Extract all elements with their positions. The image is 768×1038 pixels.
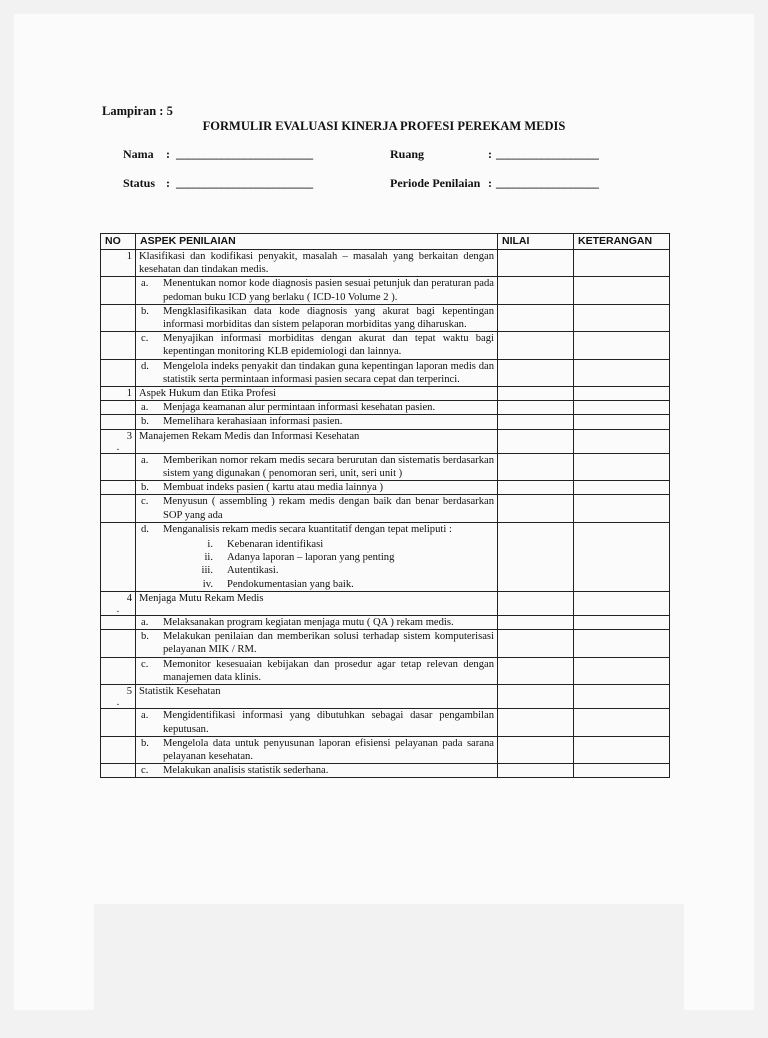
keterangan-cell-s1[interactable] <box>574 387 670 401</box>
item-content <box>139 481 494 494</box>
nilai-cell-s3i1[interactable] <box>498 630 574 657</box>
keterangan-cell-s2i1[interactable] <box>574 481 670 495</box>
ruang-field[interactable]: __________________ <box>496 147 599 161</box>
item-text <box>163 630 494 656</box>
item-row <box>101 495 670 522</box>
item-text-value: Melaksanakan program kegiatan menjaga mutu ( QA ) rekam medis. <box>163 617 454 629</box>
item-text <box>163 764 494 777</box>
item-text <box>163 401 494 414</box>
item-text <box>163 277 494 303</box>
item-text-cell <box>136 304 498 331</box>
item-marker: d. <box>141 360 149 372</box>
item-marker: a. <box>141 454 149 466</box>
item-text-value: Membuat indeks pasien ( kartu atau media lainnya ) <box>163 482 384 494</box>
item-text <box>163 616 494 629</box>
item-text-cell <box>136 332 498 359</box>
periode-field[interactable]: __________________ <box>496 176 599 190</box>
item-text <box>163 415 494 428</box>
item-text-cell <box>136 736 498 763</box>
item-row <box>101 332 670 359</box>
sub-text: Autentikasi. <box>227 565 279 577</box>
item-marker: b. <box>141 631 149 643</box>
item-number-cell <box>101 657 136 684</box>
keterangan-cell-s4i1[interactable] <box>574 736 670 763</box>
nilai-cell-s3[interactable] <box>498 591 574 615</box>
item-text <box>163 658 494 684</box>
item-number-cell <box>101 332 136 359</box>
section-number <box>101 250 136 277</box>
item-content <box>139 709 494 735</box>
sub-list-item <box>163 564 494 577</box>
item-row <box>101 657 670 684</box>
keterangan-cell-s4i0[interactable] <box>574 709 670 736</box>
item-marker: a. <box>141 278 149 290</box>
keterangan-cell-s2i3[interactable] <box>574 522 670 591</box>
item-content <box>139 305 494 331</box>
item-text-value: Melakukan penilaian dan memberikan solusi terhadap sistem komputerisasi pelayanan MIK / RM. <box>163 631 494 656</box>
keterangan-cell-s2[interactable] <box>574 429 670 453</box>
item-number-cell <box>101 522 136 591</box>
col-header-nilai: NILAI <box>498 234 574 250</box>
sub-text: Adanya laporan – laporan yang penting <box>227 552 395 564</box>
item-number-cell <box>101 481 136 495</box>
keterangan-cell-s0i0[interactable] <box>574 277 670 304</box>
ruang-colon: : <box>488 147 492 161</box>
section-title <box>136 387 498 401</box>
section-title-text: Menjaga Mutu Rekam Medis <box>139 592 264 604</box>
nilai-cell-s4i2[interactable] <box>498 764 574 778</box>
item-text <box>163 454 494 480</box>
item-marker: b. <box>141 305 149 317</box>
item-row <box>101 736 670 763</box>
nilai-cell-s1i0[interactable] <box>498 401 574 415</box>
item-text <box>163 360 494 386</box>
item-content <box>139 630 494 656</box>
item-text <box>163 495 494 521</box>
item-row <box>101 453 670 480</box>
item-row <box>101 522 670 591</box>
periode-label: Periode Penilaian <box>390 176 481 190</box>
item-marker: c. <box>141 496 149 508</box>
item-marker: c. <box>141 658 149 670</box>
item-text-cell <box>136 359 498 386</box>
item-content <box>139 277 494 303</box>
status-field[interactable]: ________________________ <box>176 176 313 190</box>
keterangan-cell-s4[interactable] <box>574 685 670 709</box>
item-text-cell <box>136 453 498 480</box>
item-number-cell <box>101 736 136 763</box>
nama-colon: : <box>166 147 170 161</box>
nilai-cell-s4i1[interactable] <box>498 736 574 763</box>
section-title <box>136 250 498 277</box>
item-number-cell <box>101 616 136 630</box>
status-colon: : <box>166 176 170 190</box>
sub-marker: i. <box>207 539 213 551</box>
sub-text: Kebenaran identifikasi <box>227 539 324 551</box>
item-text-value: Memberikan nomor rekam medis secara berurutan dan sistematis berdasarkan sistem yang digunakan ( penomoran seri, unit, seri unit ) <box>163 454 494 480</box>
section-row <box>101 429 670 453</box>
item-text-value: Menganalisis rekam medis secara kuantitatif dengan tepat meliputi : <box>163 523 452 535</box>
sub-list <box>163 538 494 591</box>
item-number-cell <box>101 415 136 429</box>
item-text-cell <box>136 401 498 415</box>
sub-list-item <box>163 538 494 551</box>
nilai-cell-s4i0[interactable] <box>498 709 574 736</box>
keterangan-cell-s3[interactable] <box>574 591 670 615</box>
col-header-aspek: ASPEK PENILAIAN <box>136 234 498 250</box>
item-text-cell <box>136 522 498 591</box>
item-text-cell <box>136 616 498 630</box>
item-text-value: Mengelola data untuk penyusunan laporan efisiensi pelayanan pada sarana pelayanan kesehatan. <box>163 737 494 762</box>
nilai-cell-s2i1[interactable] <box>498 481 574 495</box>
item-text <box>163 709 494 735</box>
item-text-cell <box>136 764 498 778</box>
item-row <box>101 401 670 415</box>
keterangan-cell-s1i1[interactable] <box>574 415 670 429</box>
section-row <box>101 250 670 277</box>
item-text-cell <box>136 415 498 429</box>
periode-colon: : <box>488 176 492 190</box>
nilai-cell-s1[interactable] <box>498 387 574 401</box>
table-body <box>101 250 670 778</box>
item-text-cell <box>136 277 498 304</box>
table-header-row <box>101 234 670 250</box>
section-number-text: 1 <box>126 251 132 262</box>
item-row <box>101 304 670 331</box>
item-text-value: Menentukan nomor kode diagnosis pasien sesuai petunjuk dan peraturan pada pedoman buku ICD yang berlaku ( ICD-10 Volume 2 ). <box>163 278 494 303</box>
item-row <box>101 415 670 429</box>
sub-text: Pendokumentasian yang baik. <box>227 578 354 590</box>
section-number <box>101 591 136 615</box>
keterangan-cell-s3i1[interactable] <box>574 630 670 657</box>
nilai-cell-s0i0[interactable] <box>498 277 574 304</box>
item-content <box>139 454 494 480</box>
nilai-cell-s4[interactable] <box>498 685 574 709</box>
status-label: Status <box>123 176 156 190</box>
item-text-value: Menjaga keamanan alur permintaan informasi kesehatan pasien. <box>163 402 436 414</box>
item-text-value: Menyajikan informasi morbiditas dengan akurat dan tepat waktu bagi kepentingan monitoring KLB epidemiologi dan lainnya. <box>163 333 494 358</box>
section-number-text: 5 <box>126 686 132 698</box>
item-number-cell <box>101 709 136 736</box>
keterangan-cell-s3i0[interactable] <box>574 616 670 630</box>
section-number <box>101 429 136 453</box>
item-content <box>139 737 494 763</box>
section-title-text: Aspek Hukum dan Etika Profesi <box>139 388 277 400</box>
item-number-cell <box>101 304 136 331</box>
section-number-text: 1 <box>126 388 132 400</box>
section-title <box>136 429 498 453</box>
col-header-keterangan: KETERANGAN <box>574 234 670 250</box>
nilai-cell-s2i0[interactable] <box>498 453 574 480</box>
item-content <box>139 360 494 386</box>
sub-marker: iii. <box>201 565 213 577</box>
sub-marker: ii. <box>204 552 213 564</box>
item-content <box>139 616 494 629</box>
item-row <box>101 481 670 495</box>
item-text-value: Memelihara kerahasiaan informasi pasien. <box>163 416 343 428</box>
nilai-cell-s2[interactable] <box>498 429 574 453</box>
item-content <box>139 658 494 684</box>
item-marker: b. <box>141 737 149 749</box>
section-number <box>101 685 136 709</box>
keterangan-cell-s3i2[interactable] <box>574 657 670 684</box>
item-number-cell <box>101 764 136 778</box>
item-marker: b. <box>141 416 149 428</box>
item-marker: c. <box>141 333 149 345</box>
item-number-cell <box>101 630 136 657</box>
item-text-value: Melakukan analisis statistik sederhana. <box>163 765 329 777</box>
item-marker: a. <box>141 710 149 722</box>
item-text <box>163 737 494 763</box>
section-title-text: Klasifikasi dan kodifikasi penyakit, masalah – masalah yang berkaitan dengan kesehatan dan tindakan medis. <box>139 251 494 276</box>
nilai-cell-s0[interactable] <box>498 250 574 277</box>
keterangan-cell-s1i0[interactable] <box>574 401 670 415</box>
sub-marker: iv. <box>202 578 213 590</box>
nama-field[interactable]: ________________________ <box>176 147 313 161</box>
item-text <box>163 523 494 591</box>
nilai-cell-s2i3[interactable] <box>498 522 574 591</box>
item-text <box>163 481 494 494</box>
item-text-value: Mengidentifikasi informasi yang dibutuhkan sebagai dasar pengambilan keputusan. <box>163 710 494 735</box>
item-content <box>139 495 494 521</box>
section-title-text: Statistik Kesehatan <box>139 686 221 698</box>
item-marker: a. <box>141 617 149 629</box>
ruang-label: Ruang <box>390 147 425 161</box>
section-number-dot: . <box>116 697 120 709</box>
item-row <box>101 277 670 304</box>
section-row <box>101 685 670 709</box>
document-page <box>14 14 754 1010</box>
item-text-cell <box>136 495 498 522</box>
item-number-cell <box>101 495 136 522</box>
item-number-cell <box>101 277 136 304</box>
item-text-cell <box>136 481 498 495</box>
keterangan-cell-s2i2[interactable] <box>574 495 670 522</box>
item-marker: d. <box>141 523 149 535</box>
section-title-text: Manajemen Rekam Medis dan Informasi Kesehatan <box>139 430 360 442</box>
section-number <box>101 387 136 401</box>
item-marker: c. <box>141 765 149 777</box>
nama-label: Nama <box>123 147 154 161</box>
item-content <box>139 401 494 414</box>
item-row <box>101 616 670 630</box>
sub-list-item <box>163 578 494 591</box>
item-number-cell <box>101 453 136 480</box>
item-text-cell <box>136 709 498 736</box>
item-marker: b. <box>141 482 149 494</box>
item-text-value: Mengelola indeks penyakit dan tindakan guna kepentingan laporan medis dan statistik serta permintaan informasi pasien secara cepat dan terperinci. <box>163 360 494 385</box>
item-text-value: Menyusun ( assembling ) rekam medis dengan baik dan benar berdasarkan SOP yang ada <box>163 496 494 521</box>
item-content <box>139 764 494 777</box>
item-text <box>163 305 494 331</box>
item-row <box>101 764 670 778</box>
item-text <box>163 332 494 358</box>
nilai-cell-s1i1[interactable] <box>498 415 574 429</box>
section-title <box>136 685 498 709</box>
section-row <box>101 591 670 615</box>
nilai-cell-s3i2[interactable] <box>498 657 574 684</box>
item-marker: a. <box>141 402 149 414</box>
sub-list-item <box>163 551 494 564</box>
item-row <box>101 630 670 657</box>
section-number-dot: . <box>116 604 120 616</box>
nilai-cell-s3i0[interactable] <box>498 616 574 630</box>
item-text-value: Memonitor kesesuaian kebijakan dan prosedur agar tetap relevan dengan manajemen data klinis. <box>163 658 494 683</box>
keterangan-cell-s0[interactable] <box>574 250 670 277</box>
evaluation-table <box>100 233 670 778</box>
page-bottom-cutoff <box>94 904 684 1038</box>
keterangan-cell-s2i0[interactable] <box>574 453 670 480</box>
item-row <box>101 709 670 736</box>
item-text-value: Mengklasifikasikan data kode diagnosis yang akurat bagi kepentingan informasi morbiditas dan sistem pelaporan morbiditas yang diharuskan. <box>163 305 494 331</box>
item-content <box>139 523 494 591</box>
keterangan-cell-s4i2[interactable] <box>574 764 670 778</box>
keterangan-cell-s0i2[interactable] <box>574 332 670 359</box>
section-number-text: 4 <box>126 592 132 604</box>
item-text-cell <box>136 630 498 657</box>
nilai-cell-s0i2[interactable] <box>498 332 574 359</box>
item-row <box>101 359 670 386</box>
section-title <box>136 591 498 615</box>
form-title: FORMULIR EVALUASI KINERJA PROFESI PEREKAM MEDIS <box>202 119 566 133</box>
col-header-no: NO <box>101 234 136 250</box>
lampiran-label: Lampiran : 5 <box>102 104 173 118</box>
item-text-cell <box>136 657 498 684</box>
section-row <box>101 387 670 401</box>
item-number-cell <box>101 401 136 415</box>
keterangan-cell-s0i3[interactable] <box>574 359 670 386</box>
item-number-cell <box>101 359 136 386</box>
nilai-cell-s0i3[interactable] <box>498 359 574 386</box>
section-number-dot: . <box>116 441 120 453</box>
item-content <box>139 332 494 358</box>
nilai-cell-s2i2[interactable] <box>498 495 574 522</box>
section-number-text: 3 <box>126 430 132 442</box>
nilai-cell-s0i1[interactable] <box>498 304 574 331</box>
item-content <box>139 415 494 428</box>
keterangan-cell-s0i1[interactable] <box>574 304 670 331</box>
